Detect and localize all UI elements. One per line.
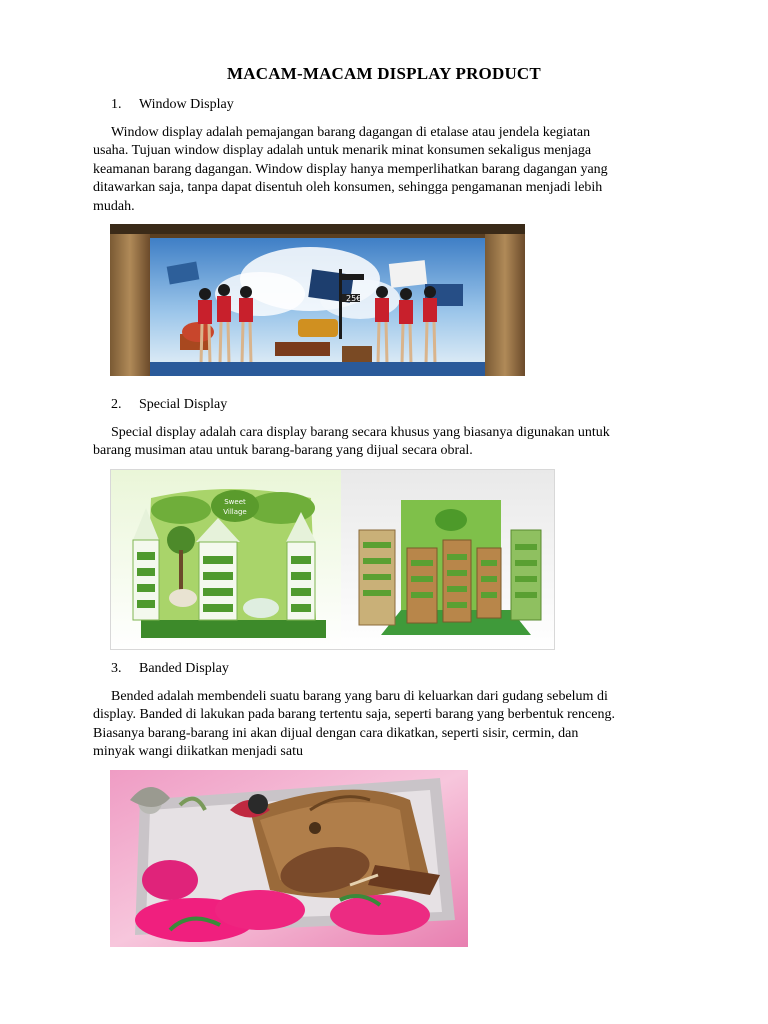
text-line: Biasanya barang-barang ini akan dijual dengan cara dikatkan, seperti sisir, cermin, dan [93,725,579,741]
paragraph-window-display [93,124,675,216]
text-line: Bended adalah membendeli suatu barang yang baru di keluarkan dari gudang sebelum di [111,689,608,704]
window-price-sign: 25€ [346,294,362,303]
window-display-photo [110,224,525,376]
section-title: Banded Display [139,661,229,676]
text-line: barang musiman atau untuk barang-barang yang dijual secara obral. [93,443,473,459]
section-number: 1. [111,97,122,112]
section-heading-banded-display [111,661,229,677]
paragraph-special-display [93,424,675,461]
special-logo-line1: Sweet [224,498,246,506]
section-title: Window Display [139,97,234,112]
section-heading-special-display [111,397,227,413]
text-line: Window display adalah pemajangan barang dagangan di etalase atau jendela kegiatan [111,125,591,140]
section-number: 3. [111,661,122,676]
special-display-photo [110,469,555,650]
paragraph-banded-display [93,688,675,762]
text-line: minyak wangi diikatkan menjadi satu [93,744,303,760]
section-heading-window-display [111,97,234,113]
text-line: display. Banded di lakukan pada barang tertentu saja, seperti barang yang berbentuk renceng. [93,707,615,723]
text-line: Special display adalah cara display barang secara khusus yang biasanya digunakan untuk [111,425,610,440]
text-line: usaha. Tujuan window display adalah untuk menarik minat konsumen sekaligus menjaga [93,143,592,159]
text-line: mudah. [93,198,135,214]
section-number: 2. [111,397,122,412]
text-line: ditawarkan saja, tanpa dapat disentuh oleh konsumen, sehingga pengamanan menjadi lebih [93,180,603,196]
special-logo-line2: Village [223,508,247,516]
section-title: Special Display [139,397,228,412]
document-title: MACAM-MACAM DISPLAY PRODUCT [227,64,541,83]
text-line: keamanan barang dagangan. Window display hanya memperlihatkan barang dagangan yang [93,161,608,177]
banded-display-photo [110,770,468,947]
